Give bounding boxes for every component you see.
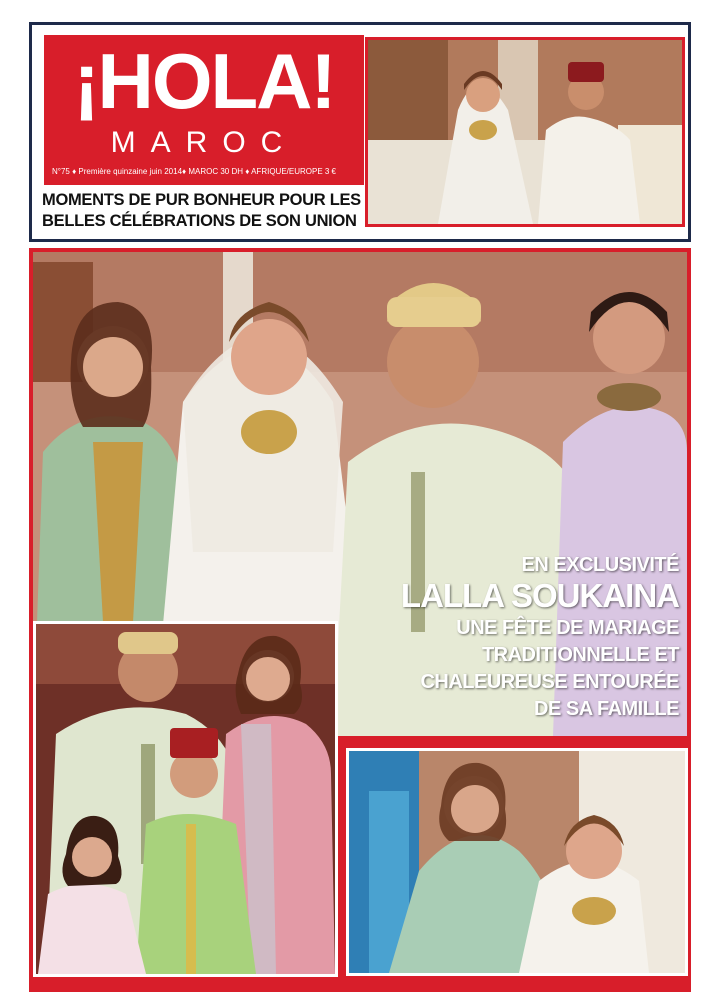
header-block <box>29 22 691 242</box>
headline-kicker: EN EXCLUSIVITÉ <box>521 554 679 576</box>
cover-headline <box>389 553 679 723</box>
logo-wordmark: ¡HOLA! <box>73 37 335 125</box>
headline-name: LALLA SOUKAINA <box>400 577 679 614</box>
logo-edition: MAROC <box>110 126 298 159</box>
couple-photo <box>365 37 685 227</box>
headline-line: TRADITIONNELLE ET <box>481 644 679 666</box>
couple-photo-illustration <box>368 40 682 224</box>
sisters-embrace-photo <box>346 748 688 976</box>
masthead-logo <box>44 35 364 185</box>
issue-line: N°75 ♦ Première quinzaine juin 2014♦ MAROC 30 DH ♦ AFRIQUE/EUROPE 3 € <box>52 167 336 176</box>
sisters-embrace-illustration <box>349 751 685 973</box>
king-with-children-illustration <box>36 624 335 974</box>
main-red-panel <box>29 248 691 992</box>
headline-line: DE SA FAMILLE <box>534 698 679 720</box>
header-headline: MOMENTS DE PUR BONHEUR POUR LES BELLES CÉLÉBRATIONS DE SON UNION <box>42 191 361 230</box>
headline-line: UNE FÊTE DE MARIAGE <box>456 617 679 639</box>
king-with-children-photo <box>33 621 338 977</box>
headline-line: CHALEUREUSE ENTOURÉE <box>420 671 679 693</box>
